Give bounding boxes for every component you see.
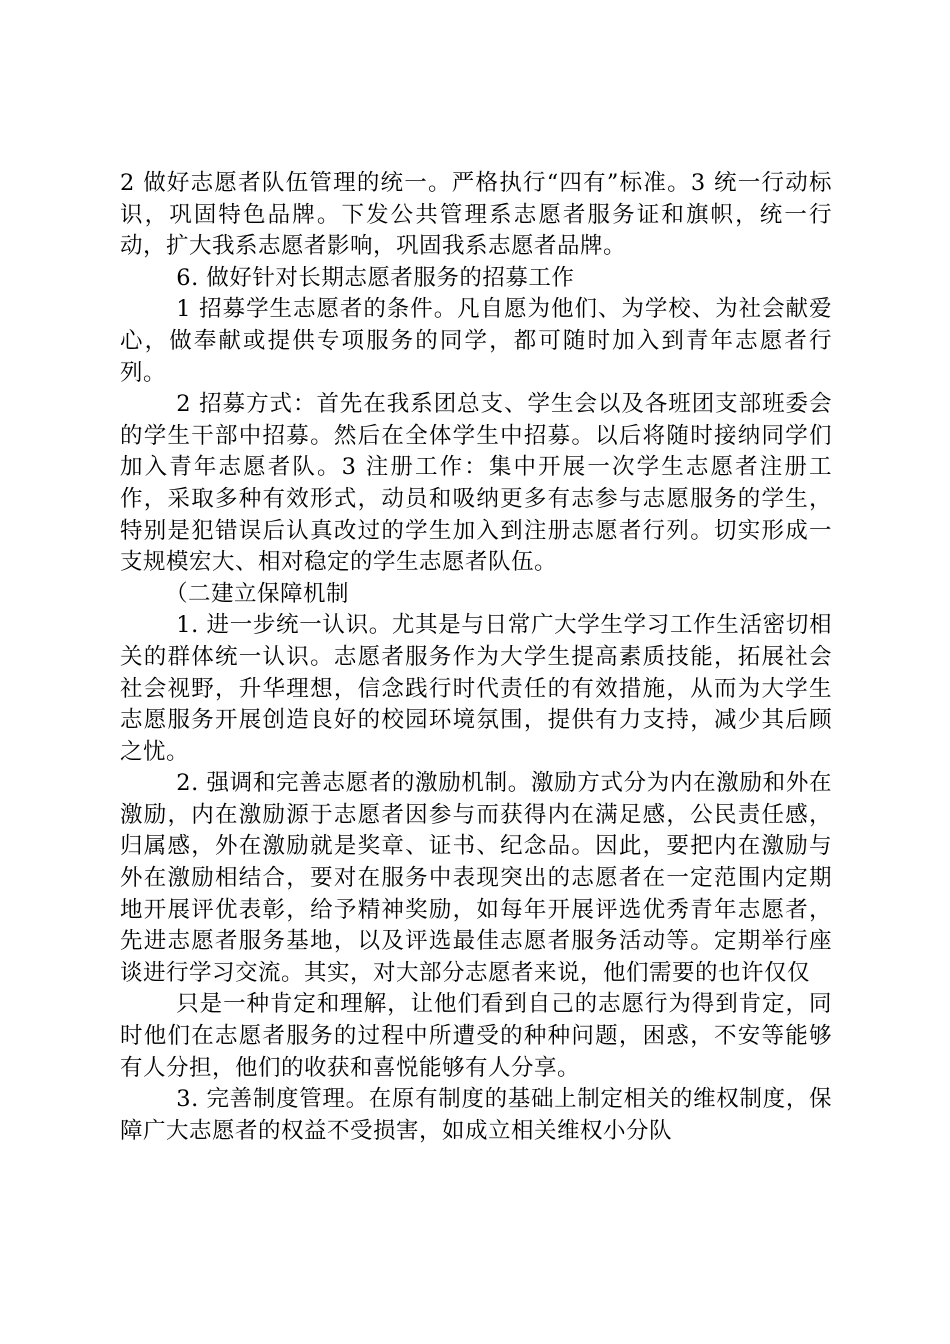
section-heading-guarantee: （二建立保障机制: [165, 580, 350, 607]
document-page: [120, 168, 832, 1147]
paragraph-team-management: 2 做好志愿者队伍管理的统一。严格执行“四有”标准。3 统一行动标识，巩固特色品牌。下发公共管理系志愿者服务证和旗帜，统一行动，扩大我系志愿者影响，巩固我系志愿者品牌。: [120, 170, 832, 260]
paragraph-recruitment-methods: 2 招募方式：首先在我系团总支、学生会以及各班团支部班委会的学生干部中招募。然后在全体学生中招募。以后将随时接纳同学们加入青年志愿者队。3 注册工作：集中开展一次学生志愿者注册工作，采取多种有效形式，动员和吸纳更多有志参与志愿服务的学生，特别是犯错误后认真改过的学生加入到注册志愿者行列。切实形成一支规模宏大、相对稳定的学生志愿者队伍。: [120, 391, 832, 576]
paragraph-unify-understanding: 1. 进一步统一认识。尤其是与日常广大学生学习工作生活密切相关的群体统一认识。志愿者服务作为大学生提高素质技能，拓展社会社会视野，升华理想，信念践行时代责任的有效措施，从而为大学生志愿服务开展创造良好的校园环境氛围，提供有力支持，减少其后顾之忧。: [120, 612, 832, 765]
paragraph-recruitment-heading: 6. 做好针对长期志愿者服务的招募工作: [176, 264, 575, 291]
paragraph-recruitment-conditions: 1 招募学生志愿者的条件。凡自愿为他们、为学校、为社会献爱心，做奉献或提供专项服务的同学，都可随时加入到青年志愿者行列。: [120, 296, 832, 386]
paragraph-system-management: 3. 完善制度管理。在原有制度的基础上制定相关的维权制度，保障广大志愿者的权益不受损害，如成立相关维权小分队: [120, 1086, 832, 1144]
paragraph-incentive-mechanism: 2. 强调和完善志愿者的激励机制。激励方式分为内在激励和外在激励，内在激励源于志愿者因参与而获得内在满足感，公民责任感，归属感，外在激励就是奖章、证书、纪念品。因此，要把内在激励与外在激励相结合，要对在服务中表现突出的志愿者在一定范围内定期地开展评优表彰，给予精神奖励，如每年开展评选优秀青年志愿者，先进志愿者服务基地，以及评选最佳志愿者服务活动等。定期举行座谈进行学习交流。其实，对大部分志愿者来说，他们需要的也许仅仅: [120, 770, 832, 986]
paragraph-affirmation: 只是一种肯定和理解，让他们看到自己的志愿行为得到肯定，同时他们在志愿者服务的过程中所遭受的种种问题，困惑，不安等能够有人分担，他们的收获和喜悦能够有人分享。: [120, 991, 832, 1081]
